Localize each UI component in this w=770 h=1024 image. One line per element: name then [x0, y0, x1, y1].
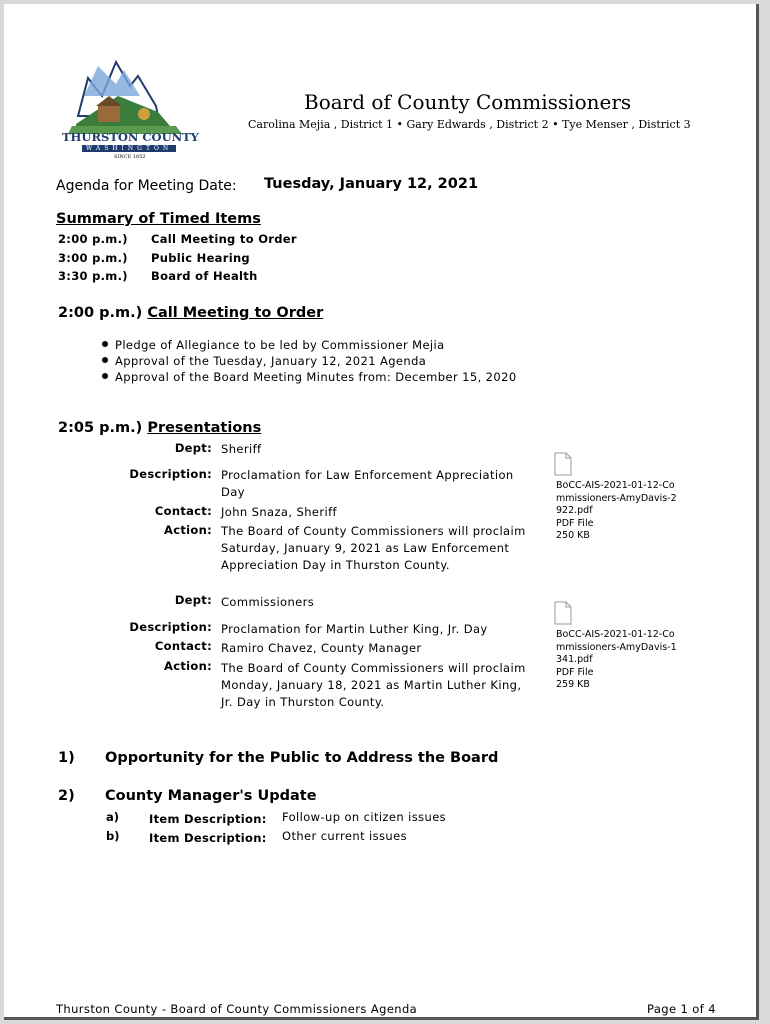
- attachment-file-size: 250 KB: [556, 530, 590, 541]
- call-to-order-title: Call Meeting to Order: [147, 305, 324, 321]
- sub-item-letter: a): [106, 810, 120, 824]
- timed-item-time: 3:00 p.m.): [58, 251, 128, 265]
- item-description-value: Follow-up on citizen issues: [282, 810, 447, 824]
- bullet-item: Approval of the Tuesday, January 12, 2021 Agenda: [102, 354, 426, 368]
- presentations-time: 2:05 p.m.): [58, 420, 143, 436]
- presentations-heading: [58, 420, 261, 436]
- bullet-dot-icon: [102, 357, 108, 363]
- document-file-icon: [554, 601, 572, 625]
- sub-item-letter: b): [106, 829, 120, 843]
- action-value: The Board of County Commissioners will proclaim Saturday, January 9, 2021 as Law Enforcement Appreciation Day in Thurston County.: [221, 524, 526, 572]
- contact-label: Contact:: [154, 639, 212, 653]
- thurston-county-logo: [58, 56, 198, 162]
- description-label: Description:: [129, 620, 212, 634]
- attachment-1-info[interactable]: [556, 480, 696, 543]
- presentations-title: Presentations: [147, 420, 262, 436]
- description-value: Proclamation for Law Enforcement Appreciation Day: [221, 468, 514, 499]
- description-value: Proclamation for Martin Luther King, Jr. Day: [221, 622, 488, 636]
- item-description-label: Item Description:: [149, 831, 267, 845]
- attachment-file-size: 259 KB: [556, 679, 590, 690]
- attachment-file-type: PDF File: [556, 517, 594, 529]
- bullet-dot-icon: [102, 341, 108, 347]
- document-file-icon: [554, 452, 572, 476]
- bullet-dot-icon: [102, 373, 108, 379]
- timed-items-heading: [56, 211, 261, 227]
- dept-label: Dept:: [174, 441, 212, 455]
- logo-state-banner: WASHINGTON: [82, 145, 176, 152]
- item-title: County Manager's Update: [105, 788, 317, 804]
- board-title: Board of County Commissioners: [304, 90, 632, 114]
- pdf-attachment-2[interactable]: [554, 601, 572, 625]
- document-page: [4, 4, 759, 1020]
- item-number: 2): [58, 788, 75, 804]
- page-number: Page 1 of 4: [647, 1002, 716, 1016]
- item-number: 1): [58, 750, 75, 766]
- logo-since: SINCE 1852: [114, 154, 146, 160]
- agenda-date-label: Agenda for Meeting Date:: [56, 178, 237, 194]
- dept-label: Dept:: [174, 593, 212, 607]
- logo-county-name: THURSTON COUNTY: [62, 130, 199, 144]
- action-label: Action:: [164, 659, 212, 673]
- timed-item-label: Board of Health: [151, 269, 258, 283]
- timed-items-title: Summary of Timed Items: [56, 211, 261, 227]
- footer-title: Thurston County - Board of County Commissioners Agenda: [56, 1002, 418, 1016]
- item-title: Opportunity for the Public to Address the Board: [105, 750, 499, 766]
- call-to-order-heading: [58, 305, 323, 321]
- timed-item-time: 3:30 p.m.): [58, 269, 128, 283]
- call-to-order-time: 2:00 p.m.): [58, 305, 143, 321]
- agenda-date: Tuesday, January 12, 2021: [264, 176, 479, 192]
- dept-value: Commissioners: [221, 595, 315, 609]
- pdf-attachment-1[interactable]: [554, 452, 572, 476]
- timed-item-time: 2:00 p.m.): [58, 232, 128, 246]
- description-label: Description:: [129, 467, 212, 481]
- attachment-file-name[interactable]: BoCC-AIS-2021-01-12-Commissioners-AmyDavis-2922.pdf: [556, 480, 677, 516]
- item-description-value: Other current issues: [282, 829, 407, 843]
- bullet-item: Pledge of Allegiance to be led by Commissioner Mejia: [102, 338, 445, 352]
- action-label: Action:: [164, 523, 212, 537]
- dept-value: Sheriff: [221, 442, 262, 456]
- contact-value: John Snaza, Sheriff: [221, 505, 337, 519]
- timed-item-label: Call Meeting to Order: [151, 232, 297, 246]
- item-description-label: Item Description:: [149, 812, 267, 826]
- attachment-2-info[interactable]: [556, 629, 696, 692]
- contact-label: Contact:: [154, 504, 212, 518]
- timed-item-label: Public Hearing: [151, 251, 250, 265]
- attachment-file-type: PDF File: [556, 666, 594, 678]
- commissioner-list: Carolina Mejia , District 1 • Gary Edwards , District 2 • Tye Menser , District 3: [248, 118, 691, 131]
- bullet-item: Approval of the Board Meeting Minutes from: December 15, 2020: [102, 370, 517, 384]
- action-value: The Board of County Commissioners will proclaim Monday, January 18, 2021 as Martin Luther King, Jr. Day in Thurston County.: [221, 661, 526, 709]
- contact-value: Ramiro Chavez, County Manager: [221, 641, 422, 655]
- attachment-file-name[interactable]: BoCC-AIS-2021-01-12-Commissioners-AmyDavis-1341.pdf: [556, 629, 677, 665]
